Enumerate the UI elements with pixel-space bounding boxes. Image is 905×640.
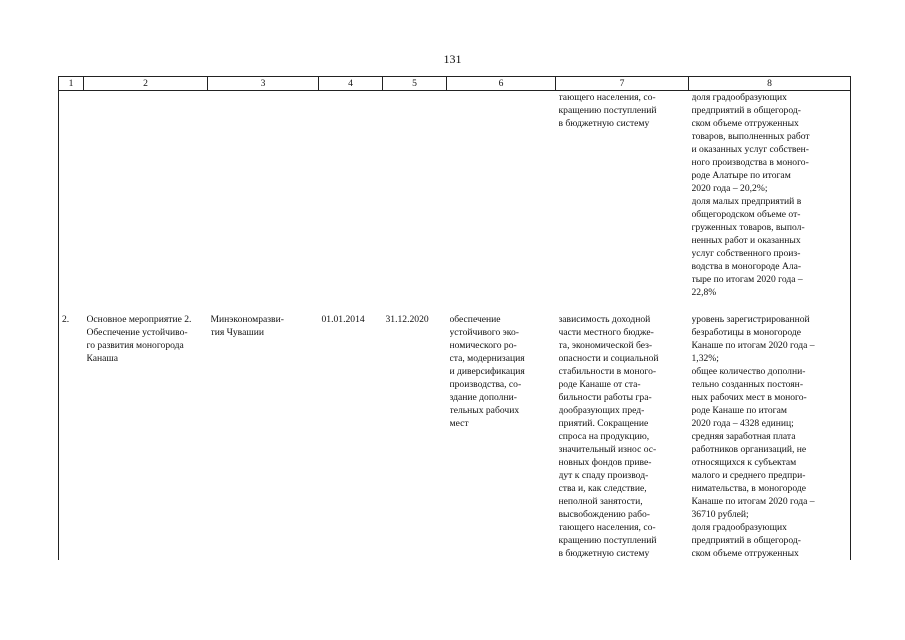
continued-indicators-cell — [689, 91, 851, 300]
table-header-row — [59, 77, 851, 91]
text-line: 22,8% — [691, 287, 717, 298]
text-line: Канаше по итогам 2020 года – — [691, 496, 815, 507]
text-line: относящихся к субъектам — [691, 457, 797, 468]
header-col-8: 8 — [689, 77, 851, 91]
row-number: 2. — [59, 313, 84, 560]
text-line: тающего населения, со- — [558, 522, 656, 533]
text-line: кращению поступлений — [558, 535, 657, 546]
text-line: го развития моногорода — [86, 340, 184, 351]
text-line: ском объеме отгруженных — [691, 118, 799, 129]
text-line: предприятий в общегород- — [691, 105, 801, 116]
text-line: номического ро- — [449, 340, 517, 351]
text-line: 1,32%; — [691, 353, 719, 364]
text-line: 2020 года – 20,2%; — [691, 183, 768, 194]
text-line: тельных рабочих — [449, 405, 520, 416]
text-line: груженных товаров, выпол- — [691, 222, 805, 233]
text-line: обеспечение — [449, 314, 501, 325]
indicators-cell — [689, 313, 851, 560]
text-line: водства в моногороде Ала- — [691, 261, 802, 272]
text-line: спроса на продукцию, — [558, 431, 650, 442]
text-line: уровень зарегистрированной — [691, 314, 810, 325]
text-line: ного производства в моного- — [691, 157, 809, 168]
text-line: Минэкономразви- — [210, 314, 284, 325]
text-line: работников организаций, не — [691, 444, 807, 455]
text-line: дообразующих пред- — [558, 405, 645, 416]
text-line: 2020 года – 4328 единиц; — [691, 418, 794, 429]
text-line: значительный износ ос- — [558, 444, 657, 455]
text-line: тия Чувашии — [210, 327, 264, 338]
text-line: и оказанных услуг собствен- — [691, 144, 809, 155]
end-date-cell: 31.12.2020 — [385, 314, 429, 325]
text-line: услуг собственного произ- — [691, 248, 801, 259]
start-date-cell: 01.01.2014 — [321, 314, 365, 325]
header-col-3: 3 — [208, 77, 319, 91]
text-line: ных рабочих мест в моного- — [691, 392, 807, 403]
text-line: производства, со- — [449, 379, 522, 390]
text-line: Канаше по итогам 2020 года – — [691, 340, 815, 351]
text-line: высвобождению рабо- — [558, 509, 650, 520]
text-line: в бюджетную систему — [558, 548, 650, 559]
text-line: ства и, как следствие, — [558, 483, 647, 494]
header-col-5: 5 — [383, 77, 447, 91]
text-line: опасности и социальной — [558, 353, 659, 364]
text-line: в бюджетную систему — [558, 118, 650, 129]
expected-result-cell — [447, 313, 556, 560]
text-line: безработицы в моногороде — [691, 327, 802, 338]
text-line: роде Алатыре по итогам — [691, 170, 791, 181]
text-line: приятий. Сокращение — [558, 418, 649, 429]
text-line: предприятий в общегород- — [691, 535, 801, 546]
risk-cell — [556, 313, 689, 560]
text-line: общегородском объеме от- — [691, 209, 801, 220]
text-line: тающего населения, со- — [558, 92, 656, 103]
text-line: общее количество дополни- — [691, 366, 806, 377]
header-col-6: 6 — [447, 77, 556, 91]
text-line: ненных работ и оказанных — [691, 235, 801, 246]
text-line: тыре по итогам 2020 года – — [691, 274, 803, 285]
text-line: кращению поступлений — [558, 105, 657, 116]
text-line: Основное мероприятие 2. — [86, 314, 192, 325]
text-line: мест — [449, 418, 469, 429]
text-line: ста, модернизация — [449, 353, 525, 364]
text-line: зависимость доходной — [558, 314, 651, 325]
header-col-1: 1 — [59, 77, 84, 91]
text-line: части местного бюдже- — [558, 327, 654, 338]
text-line: доля градообразующих — [691, 522, 787, 533]
measure-name-cell — [84, 313, 208, 560]
program-table — [58, 76, 851, 560]
text-line: роде Канаше от ста- — [558, 379, 641, 390]
text-line: Обеспечение устойчиво- — [86, 327, 188, 338]
continued-risk-cell — [556, 91, 689, 300]
text-line: роде Канаше по итогам — [691, 405, 787, 416]
table-row-continued — [59, 91, 851, 300]
text-line: новных фондов приве- — [558, 457, 652, 468]
text-line: малого и среднего предпри- — [691, 470, 806, 481]
text-line: и диверсификация — [449, 366, 525, 377]
text-line: дут к спаду производ- — [558, 470, 649, 481]
text-line: неполной занятости, — [558, 496, 643, 507]
text-line: товаров, выполненных работ — [691, 131, 810, 142]
text-line: та, экономической без- — [558, 340, 653, 351]
text-line: нимательства, в моногороде — [691, 483, 806, 494]
text-line: устойчивого эко- — [449, 327, 519, 338]
text-line: стабильности в моного- — [558, 366, 657, 377]
text-line: ском объеме отгруженных — [691, 548, 799, 559]
text-line: доля малых предприятий в — [691, 196, 802, 207]
table-row-2 — [59, 313, 851, 560]
text-line: тельно созданных постоян- — [691, 379, 804, 390]
text-line: средняя заработная плата — [691, 431, 796, 442]
text-line: бильности работы гра- — [558, 392, 652, 403]
text-line: 36710 рублей; — [691, 509, 749, 520]
text-line: доля градообразующих — [691, 92, 787, 103]
header-col-4: 4 — [319, 77, 383, 91]
executor-cell — [208, 313, 319, 560]
header-col-7: 7 — [556, 77, 689, 91]
header-col-2: 2 — [84, 77, 208, 91]
text-line: здание дополни- — [449, 392, 517, 403]
text-line: Канаша — [86, 353, 119, 364]
page-number: 131 — [443, 52, 462, 66]
